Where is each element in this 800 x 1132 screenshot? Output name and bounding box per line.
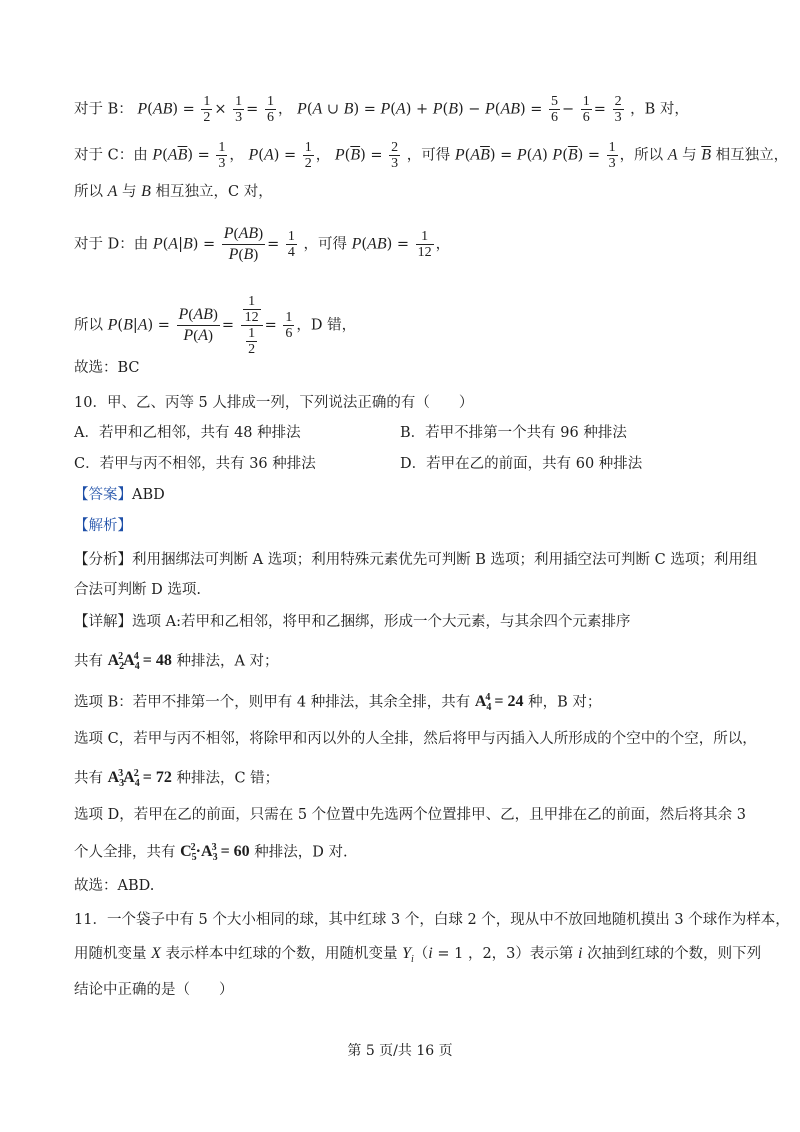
q10-detail-c1: 选项 C，若甲与丙不相邻，将除甲和丙以外的人全排，然后将甲与丙插入人所形成的个空中的个空，所以， — [74, 731, 757, 747]
fenxi-tag: 【分析】 — [74, 552, 132, 568]
option-c-line2: 所以 A 与 B 相互独立，C 对， — [74, 183, 273, 200]
option-b-line: 对于 B： P(AB) = $\frac{1}{2}$ × $\frac{1}{3}$ = $\frac{1}{6}$ ， P(A ∪ B) = P(A) + P(B) − P(AB) = $\frac{5}{6}$ − $\frac{1}{6}$ = $\frac{2}{3}$ ，B 对， — [74, 94, 689, 125]
q10-stem: 10．甲、乙、丙等 5 人排成一列，下列说法正确的有（ ） — [74, 395, 474, 411]
var-y-i: $Y_i$ — [402, 945, 414, 966]
d2-suffix: ，D 错， — [296, 317, 357, 334]
fraction: $\frac{1}{4}$ — [287, 229, 295, 260]
q11-line1: 11．一个袋子中有 5 个大小相同的球，其中红球 3 个，白球 2 个，现从中不放回地随机摸出 3 个球作为样本， — [74, 912, 790, 928]
d-mid: ，可得 — [303, 236, 347, 253]
fenxi-text1: 利用捆绑法可判断 A 选项；利用特殊元素优先可判断 B 选项；利用插空法可判断 C 选项；利用组 — [132, 552, 758, 568]
b-suffix: ，B 对， — [630, 101, 689, 118]
c-mid: ，可得 — [406, 147, 451, 164]
q10-option-c: C．若甲与丙不相邻，共有 36 种排法 — [74, 456, 316, 472]
c-prefix: 对于 C：由 — [74, 147, 148, 164]
q10-answer-line — [74, 485, 165, 505]
perm-expression: $A_2^2A_4^4 = 48$ — [107, 651, 172, 673]
perm-expression: $A_4^4 = 24$ — [474, 692, 524, 714]
b1-post: 种，B 对； — [528, 694, 602, 711]
var-i: i — [428, 945, 433, 962]
q11-l2-paren: （ — [413, 946, 429, 962]
q10-fenxi-line1 — [74, 550, 757, 570]
fraction: $\frac{1}{3}$ — [608, 140, 616, 171]
d2-post: 种排法，D 对. — [254, 844, 348, 861]
b-prefix: 对于 B： — [74, 101, 133, 118]
q10-final-answer: 故选：ABD. — [74, 878, 155, 894]
d-prefix: 对于 D：由 — [74, 236, 149, 253]
fraction: $\frac{1}{6}$ — [582, 94, 590, 125]
page-footer: 第 5 页/共 16 页 — [347, 1043, 453, 1059]
q10-detail-d2 — [74, 838, 348, 869]
c-line2-suffix: 相互独立，C 对， — [155, 184, 273, 200]
q10-detail-c2 — [74, 764, 279, 795]
perm-expression: $A_3^3A_4^2 = 72$ — [107, 768, 172, 790]
q10-option-d: D．若甲在乙的前面，共有 60 种排法 — [400, 456, 643, 472]
answer-tag: 【答案】 — [74, 487, 132, 503]
fraction: $\frac{1}{2}$ — [304, 140, 312, 171]
fraction: $\frac{1}{12}$ — [417, 229, 432, 260]
q10-option-a: A．若甲和乙相邻，共有 48 种排法 — [74, 425, 301, 441]
c-suffix: ，所以 — [619, 147, 664, 164]
fraction: $\frac{1}{6}$ — [266, 94, 274, 125]
d-end: ， — [435, 236, 451, 253]
c-line2-prefix: 所以 — [74, 184, 103, 200]
q10-analysis-tag — [74, 516, 132, 536]
fraction: $\frac{1}{3}$ — [235, 94, 243, 125]
a2-pre: 共有 — [74, 653, 103, 670]
d2-pre: 个人全排，共有 — [74, 844, 176, 861]
fraction: $\frac{5}{6}$ — [551, 94, 559, 125]
c2-pre: 共有 — [74, 770, 103, 787]
fraction: $\frac{P(AB)}{P(B)}$ — [223, 225, 264, 263]
a2-post: 种排法，A 对； — [176, 653, 279, 670]
option-d-line: 对于 D：由 P(A|B) = $\frac{P(AB)}{P(B)}$ = $\frac{1}{4}$ ，可得 P(AB) = $\frac{1}{12}$ ， — [74, 225, 451, 263]
q11-line2: 用随机变量 X 表示样本中红球的个数，用随机变量 $Y_i(i = 1$ ，2，3）表示第 i 次抽到红球的个数，则下列 — [74, 945, 762, 966]
analysis-tag: 【解析】 — [74, 518, 132, 534]
q11-l2-set: = 1 ，2，3）表示第 — [432, 946, 574, 962]
option-c-line: 对于 C：由 $P(A\overline{B})$ = $\frac{1}{3}$ ， P(A) = $\frac{1}{2}$ ， $P(\overline{B})$ = $\frac{2}{3}$ ，可得 $P(A\overline{B}) = P(A) P(\overline{B})$ = $\frac{1}{3}$ ，所以 A 与 $\overline{B}$ 相互独立， — [74, 140, 789, 171]
compound-fraction: $\frac{\frac{1}{12}}{\frac{1}{2}}$ — [241, 294, 263, 357]
fraction: $\frac{1}{2}$ — [203, 94, 211, 125]
detail-a1-text: 选项 A:若甲和乙相邻，将甲和乙捆绑，形成一个大元素，与其余四个元素排序 — [132, 614, 631, 630]
c-indep: 相互独立， — [715, 147, 789, 164]
fraction: $\frac{P(AB)}{P(A)}$ — [178, 306, 218, 344]
q10-detail-d1: 选项 D，若甲在乙的前面，只需在 5 个位置中先选两个位置排甲、乙，且甲排在乙的前面，然后将其余 3 — [74, 807, 747, 823]
q11-l2-end: 次抽到红球的个数，则下列 — [587, 946, 762, 962]
c2-post: 种排法，C 错； — [176, 770, 280, 787]
q10-detail-a2 — [74, 647, 279, 678]
q11-l2-mid: 表示样本中红球的个数，用随机变量 — [165, 946, 398, 962]
var-x: X — [151, 945, 161, 962]
q10-option-b: B．若甲不排第一个共有 96 种排法 — [400, 425, 627, 441]
fraction: $\frac{2}{3}$ — [614, 94, 622, 125]
fraction: $\frac{1}{6}$ — [285, 310, 293, 341]
option-d-line2: 所以 P(B|A) = $\frac{P(AB)}{P(A)}$ = $\frac{\frac{1}{12}}{\frac{1}{2}}$ = $\frac{1}{6}$ ，D 错， — [74, 294, 357, 357]
fraction: $\frac{2}{3}$ — [391, 140, 399, 171]
q11-l2-pre: 用随机变量 — [74, 946, 147, 962]
q10-detail-b — [74, 688, 601, 719]
fraction: $\frac{1}{3}$ — [218, 140, 226, 171]
b1-pre: 选项 B：若甲不排第一个，则甲有 4 种排法，其余全排，共有 — [74, 694, 471, 711]
answer-q9: 故选：BC — [74, 360, 140, 376]
answer-value: ABD — [132, 487, 165, 503]
perm-expression: $C_5^2\cdot A_3^3 = 60$ — [180, 842, 250, 864]
d2-prefix: 所以 — [74, 317, 103, 334]
q10-detail-a1 — [74, 612, 630, 632]
q11-line3: 结论中正确的是（ ） — [74, 982, 234, 998]
q10-fenxi-line2: 合法可判断 D 选项. — [74, 582, 201, 598]
xiangjie-tag: 【详解】 — [74, 614, 132, 630]
